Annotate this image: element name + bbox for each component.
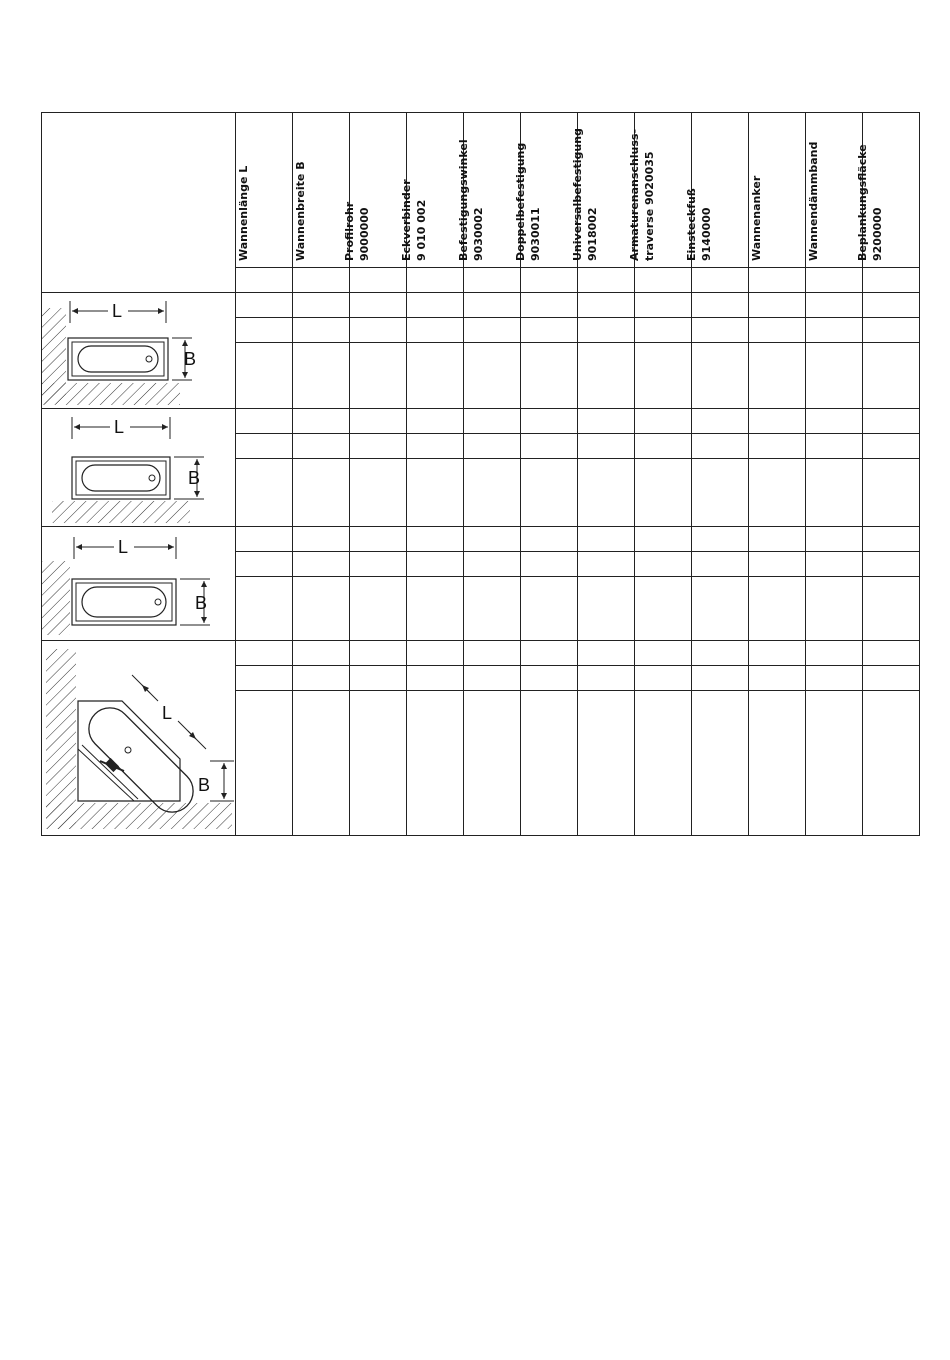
table-cell [806,318,863,343]
table-cell [578,293,635,318]
table-cell [293,666,350,691]
table-cell [863,527,920,552]
column-header-line: Profilrohr [343,201,356,261]
table-cell [749,268,806,293]
table-cell [635,527,692,552]
table-cell [293,293,350,318]
table-cell [806,552,863,577]
table-cell [464,527,521,552]
table-cell [521,577,578,641]
table-cell [464,318,521,343]
bathtub-wall-bottom-icon [42,409,235,525]
table-cell [749,409,806,434]
width-label: B [184,349,197,369]
table-cell [350,641,407,666]
length-label: L [162,703,173,723]
bathtub-diagram-1 [42,293,236,409]
table-cell [863,343,920,409]
table-cell [749,552,806,577]
column-header-line: 9140000 [700,207,713,261]
table-cell [635,459,692,527]
table-cell [692,318,749,343]
table-cell [806,459,863,527]
table-cell [692,527,749,552]
table-cell [806,434,863,459]
table-cell [863,666,920,691]
table-cell [407,459,464,527]
table-row [42,409,920,434]
table-cell [578,577,635,641]
table-cell [749,666,806,691]
table-cell [350,409,407,434]
table-cell [350,343,407,409]
table-cell [407,641,464,666]
table-cell [521,343,578,409]
column-header-line: Befestigungswinkel [457,139,470,261]
length-label: L [112,301,123,321]
table-cell [407,577,464,641]
table-cell [635,293,692,318]
table-cell [635,666,692,691]
table-cell [293,268,350,293]
table-cell [806,268,863,293]
table-cell [236,268,293,293]
column-header-line: Wannenbreite B [293,161,307,261]
table-row [42,293,920,318]
table-cell [692,577,749,641]
table-cell [749,577,806,641]
table-cell [692,293,749,318]
table-cell [635,268,692,293]
column-header-line: 9000000 [358,207,371,261]
table-cell [521,268,578,293]
table-cell [692,409,749,434]
table-cell [464,434,521,459]
width-label: B [198,775,211,795]
table-cell [749,434,806,459]
table-cell [578,527,635,552]
table-cell [578,691,635,836]
table-cell [692,691,749,836]
table-cell [236,527,293,552]
table-cell [806,293,863,318]
table-cell [407,552,464,577]
table-cell [578,434,635,459]
length-label: L [118,537,129,557]
table-cell [692,666,749,691]
table-row [42,527,920,552]
table-cell [806,527,863,552]
table-cell [635,552,692,577]
table-cell [464,666,521,691]
table-cell [293,641,350,666]
table-cell [806,666,863,691]
table-cell [293,691,350,836]
table-cell [863,434,920,459]
table-cell [863,459,920,527]
table-cell [464,691,521,836]
table-cell [749,691,806,836]
table-cell [578,409,635,434]
column-header-line: Armaturenanschluss- [628,128,641,261]
column-header-line: traverse 9020035 [643,151,656,261]
table-cell [578,318,635,343]
column-header-line: Wannenanker [749,175,763,261]
table-cell [635,343,692,409]
table-cell [293,318,350,343]
corner-cell [42,113,236,293]
table-cell [236,409,293,434]
table-cell [521,691,578,836]
table-cell [635,641,692,666]
table-cell [692,434,749,459]
table-cell [236,552,293,577]
column-header-line: Universalbefestigung [571,128,584,261]
table-cell [407,293,464,318]
table-cell [293,409,350,434]
table-cell [863,409,920,434]
table-cell [293,577,350,641]
column-header-line: Wannendämmband [806,141,820,261]
table-cell [236,434,293,459]
table-cell [521,318,578,343]
table-cell [350,527,407,552]
table-cell [635,577,692,641]
table-cell [692,459,749,527]
table-cell [350,434,407,459]
column-header-line: Einsteckfuß [685,188,698,261]
bathtub-wall-left-icon [42,527,235,639]
table-cell [350,293,407,318]
table-cell [806,641,863,666]
column-header-line: Beplankungsfläcke [856,144,869,261]
table-cell [464,409,521,434]
table-cell [806,691,863,836]
accessory-table [41,112,920,836]
table-cell [464,268,521,293]
table-cell [464,641,521,666]
table-cell [521,434,578,459]
table-cell [635,434,692,459]
table-cell [407,666,464,691]
column-header-line: 9 010 002 [415,199,428,261]
table-cell [749,318,806,343]
column-header-line: 9030011 [529,207,542,261]
table-cell [749,527,806,552]
table-cell [521,459,578,527]
table-cell [293,459,350,527]
table-cell [236,459,293,527]
table-cell [749,343,806,409]
table-cell [521,409,578,434]
table-cell [578,641,635,666]
table-cell [236,577,293,641]
table-cell [692,552,749,577]
table-cell [863,268,920,293]
table-cell [635,409,692,434]
table-cell [236,691,293,836]
column-header-line: 9200000 [871,207,884,261]
table-cell [806,409,863,434]
table-cell [350,318,407,343]
table-cell [407,409,464,434]
table-cell [521,666,578,691]
bathtub-corner-diagonal-icon [42,641,235,833]
table-cell [464,459,521,527]
table-cell [407,343,464,409]
bathtub-diagram-2 [42,409,236,527]
table-cell [749,293,806,318]
table-cell [806,343,863,409]
table-cell [350,666,407,691]
table-cell [236,318,293,343]
column-header-beplankungsflaeche [856,113,920,268]
table-cell [464,552,521,577]
table-cell [578,666,635,691]
table-cell [521,641,578,666]
column-header-line: Doppelbefestigung [514,142,527,261]
table-cell [578,552,635,577]
table-cell [350,577,407,641]
table-cell [635,318,692,343]
table-cell [521,552,578,577]
table-cell [464,343,521,409]
table-cell [863,641,920,666]
table-cell [407,318,464,343]
length-label: L [114,417,125,437]
table-cell [407,434,464,459]
column-header-line: 9018002 [586,207,599,261]
table-cell [692,268,749,293]
table-cell [806,577,863,641]
table-cell [863,318,920,343]
table-cell [692,641,749,666]
width-label: B [188,468,201,488]
table-cell [350,691,407,836]
table-cell [293,434,350,459]
table-cell [407,268,464,293]
column-header-line: Eckverbinder [400,179,413,261]
column-header-line: Wannenlänge L [236,165,250,261]
table-cell [692,343,749,409]
table-cell [293,527,350,552]
bathtub-diagram-4 [42,641,236,836]
table-cell [350,552,407,577]
table-cell [236,641,293,666]
bathtub-diagram-3 [42,527,236,641]
bathtub-corner-wall-icon [42,293,235,407]
table-cell [236,293,293,318]
table-cell [521,293,578,318]
table-cell [464,293,521,318]
header-row [42,113,920,268]
table-cell [578,343,635,409]
table-cell [350,268,407,293]
table-cell [578,268,635,293]
table-cell [863,577,920,641]
table-cell [578,459,635,527]
table-cell [863,293,920,318]
table-cell [635,691,692,836]
table-cell [293,343,350,409]
table-cell [407,691,464,836]
table-cell [350,459,407,527]
table-cell [749,459,806,527]
table-cell [236,666,293,691]
table-cell [293,552,350,577]
table-cell [407,527,464,552]
table-cell [863,691,920,836]
table-cell [863,552,920,577]
table-cell [521,527,578,552]
table-cell [236,343,293,409]
table-cell [464,577,521,641]
column-header-line: 9030002 [472,207,485,261]
width-label: B [195,593,208,613]
table-cell [749,641,806,666]
table-row [42,641,920,666]
